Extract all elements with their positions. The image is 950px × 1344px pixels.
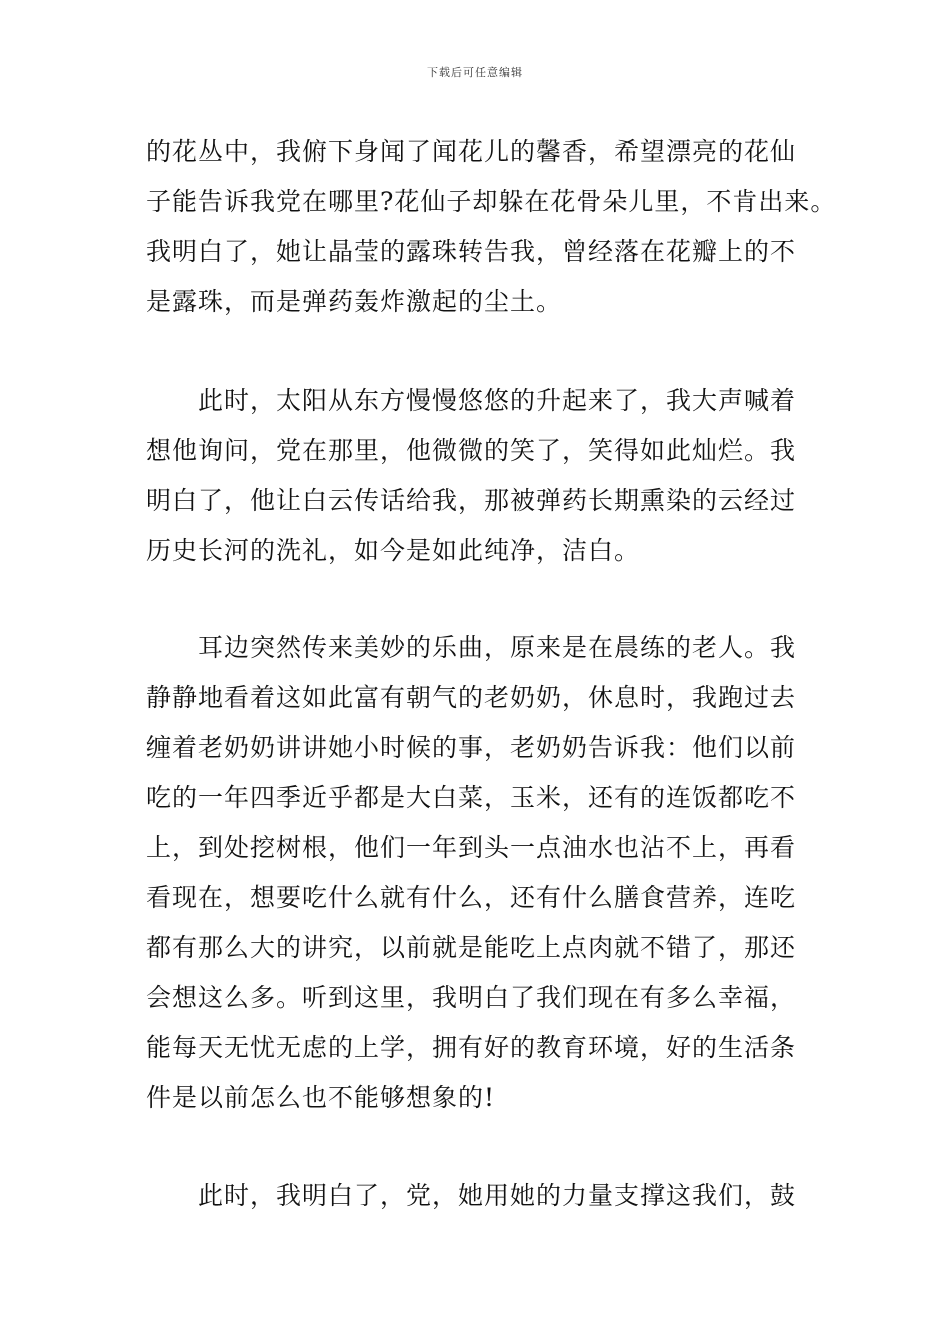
paragraph-2-line-1: 此时，太阳从东方慢慢悠悠的升起来了，我大声喊着 — [146, 386, 797, 415]
paragraph-3-line-4: 吃的一年四季近乎都是大白菜，玉米，还有的连饭都吃不 — [146, 783, 797, 812]
paragraph-1-line-3: 我明白了，她让晶莹的露珠转告我，曾经落在花瓣上的不 — [146, 237, 797, 266]
paragraph-2-line-4: 历史长河的洗礼，如今是如此纯净，洁白。 — [146, 536, 641, 565]
paragraph-3-line-2: 静静地看着这如此富有朝气的老奶奶，休息时，我跑过去 — [146, 683, 797, 712]
paragraph-3-line-5: 上，到处挖树根，他们一年到头一点油水也沾不上，再看 — [146, 833, 797, 862]
paragraph-3-line-1: 耳边突然传来美妙的乐曲，原来是在晨练的老人。我 — [146, 633, 797, 662]
paragraph-3-line-9: 能每天无忧无虑的上学，拥有好的教育环境，好的生活条 — [146, 1033, 797, 1062]
page-header: 下载后可任意编辑 — [427, 66, 523, 79]
paragraph-1-line-2: 子能告诉我党在哪里?花仙子却躲在花骨朵儿里，不肯出来。 — [146, 187, 837, 216]
paragraph-3-line-6: 看现在，想要吃什么就有什么，还有什么膳食营养，连吃 — [146, 883, 797, 912]
paragraph-1-line-4: 是露珠，而是弹药轰炸激起的尘土。 — [146, 287, 563, 316]
paragraph-2-line-2: 想他询问，党在那里，他微微的笑了，笑得如此灿烂。我 — [146, 436, 797, 465]
paragraph-3-line-10: 件是以前怎么也不能够想象的! — [146, 1083, 496, 1112]
paragraph-4-line-1: 此时，我明白了，党，她用她的力量支撑这我们，鼓 — [146, 1181, 797, 1210]
paragraph-1-line-1: 的花丛中，我俯下身闻了闻花儿的馨香，希望漂亮的花仙 — [146, 137, 797, 166]
paragraph-3-line-8: 会想这么多。听到这里，我明白了我们现在有多么幸福， — [146, 983, 797, 1012]
paragraph-3-line-7: 都有那么大的讲究，以前就是能吃上点肉就不错了，那还 — [146, 933, 797, 962]
paragraph-2-line-3: 明白了，他让白云传话给我，那被弹药长期熏染的云经过 — [146, 486, 797, 515]
paragraph-3-line-3: 缠着老奶奶讲讲她小时候的事，老奶奶告诉我：他们以前 — [146, 733, 797, 762]
